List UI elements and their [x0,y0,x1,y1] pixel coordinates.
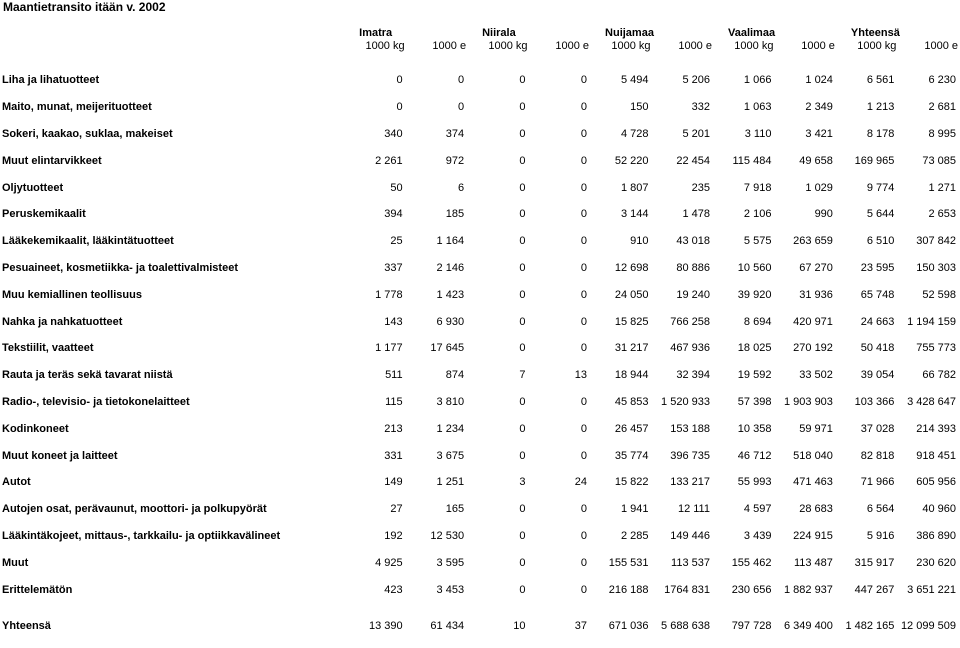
cell-kg: 39 054 [860,369,895,382]
cell-kg: 1 177 [375,342,403,355]
cell-kg: 13 390 [368,619,403,632]
cell-eur: 13 [574,369,588,382]
cell-eur: 605 956 [916,476,956,489]
cell-eur: 874 [445,369,465,382]
table-row [0,576,960,603]
cell-kg: 230 656 [731,583,772,596]
row-label: Maito, munat, meijerituotteet [2,101,152,114]
table-row [0,174,960,201]
cell-eur: 12 099 509 [900,619,956,632]
cell-kg: 3 144 [620,208,649,221]
cell-eur: 990 [814,208,833,221]
cell-kg: 4 597 [743,503,772,516]
cell-eur: 3 810 [436,395,465,408]
cell-eur: 6 930 [436,315,465,328]
cell-kg: 103 366 [854,395,895,408]
cell-eur: 374 [445,127,465,140]
cell-eur: 6 230 [928,74,956,87]
cell-kg: 8 694 [743,315,772,328]
cell-kg: 1 941 [620,503,649,516]
cell-kg: 115 [385,395,403,408]
cell-kg: 0 [519,235,526,248]
cell-kg: 27 [390,503,403,516]
group-header: Imatra [359,27,393,39]
cell-eur: 22 454 [676,154,710,167]
transit-table [0,27,960,639]
table-row [0,389,960,416]
cell-eur: 67 270 [799,261,833,274]
cell-kg: 511 [385,369,403,382]
cell-kg: 18 944 [614,369,649,382]
row-label: Muut elintarvikkeet [2,154,102,167]
page-title: Maantietransito itään v. 2002 [3,0,166,14]
cell-kg: 0 [519,503,526,516]
cell-eur: 3 651 221 [907,583,956,596]
cell-eur: 224 915 [793,529,833,542]
group-header: Yhteensä [850,27,900,39]
cell-eur: 0 [580,208,588,221]
table-row [0,147,960,174]
cell-kg: 15 822 [614,476,649,489]
cell-eur: 766 258 [670,315,710,328]
cell-kg: 0 [519,583,526,596]
cell-kg: 46 712 [737,449,772,462]
cell-eur: 12 530 [430,529,465,542]
table-row [0,228,960,255]
row-label: Yhteensä [2,619,51,632]
cell-kg: 24 663 [860,315,895,328]
row-label: Lääkekemikaalit, lääkintätuotteet [2,235,174,248]
cell-kg: 910 [630,235,649,248]
cell-eur: 0 [580,261,588,274]
cell-eur: 755 773 [916,342,956,355]
unit-header: 1000 kg [734,40,774,52]
cell-eur: 0 [580,101,588,114]
cell-kg: 0 [519,74,526,87]
cell-eur: 0 [580,342,588,355]
cell-eur: 235 [691,181,710,194]
cell-kg: 216 188 [608,583,649,596]
table-row [0,415,960,442]
cell-eur: 3 595 [436,556,465,569]
table-row [0,523,960,550]
cell-kg: 23 595 [860,261,895,274]
spacer-cell [0,53,960,67]
cell-kg: 9 774 [866,181,895,194]
unit-header: 1000 kg [611,40,651,52]
cell-kg: 1 213 [866,101,895,114]
cell-kg: 6 561 [866,74,895,87]
row-label: Nahka ja nahkatuotteet [2,315,123,328]
cell-kg: 1 482 165 [845,619,895,632]
table-row [0,94,960,121]
gap-cell [0,603,960,613]
cell-eur: 1 882 937 [783,583,833,596]
cell-eur: 0 [580,74,588,87]
cell-eur: 37 [574,619,588,632]
group-header-row [0,27,960,40]
table-row [0,469,960,496]
cell-kg: 3 439 [743,529,772,542]
table-row [0,335,960,362]
cell-eur: 1 234 [436,422,465,435]
cell-kg: 3 [519,476,526,489]
cell-kg: 150 [630,101,649,114]
cell-kg: 0 [519,556,526,569]
cell-eur: 0 [580,127,588,140]
cell-eur: 40 960 [922,503,956,516]
cell-eur: 0 [580,181,588,194]
cell-kg: 0 [519,208,526,221]
cell-eur: 0 [580,422,588,435]
cell-kg: 0 [519,181,526,194]
row-label: Radio-, televisio- ja tietokonelaitteet [2,395,190,408]
cell-kg: 155 462 [731,556,772,569]
cell-kg: 331 [384,449,403,462]
cell-eur: 3 675 [436,449,465,462]
unit-header: 1000 e [678,40,712,52]
cell-kg: 315 917 [854,556,895,569]
cell-kg: 50 418 [860,342,895,355]
cell-kg: 0 [519,449,526,462]
cell-kg: 423 [384,583,403,596]
row-label: Autot [2,476,31,489]
cell-kg: 0 [519,127,526,140]
cell-eur: 0 [457,101,465,114]
cell-kg: 45 853 [614,395,649,408]
cell-eur: 66 782 [922,369,956,382]
row-label: Kodinkoneet [2,422,69,435]
cell-kg: 0 [519,315,526,328]
unit-header: 1000 e [432,40,467,52]
cell-eur: 32 394 [676,369,710,382]
cell-eur: 73 085 [922,154,956,167]
cell-kg: 0 [519,395,526,408]
cell-eur: 0 [580,529,588,542]
cell-eur: 2 653 [928,208,956,221]
cell-kg: 2 261 [375,154,403,167]
row-label: Erittelemätön [2,583,73,596]
cell-eur: 1 903 903 [783,395,833,408]
cell-kg: 71 966 [860,476,895,489]
cell-kg: 149 [384,476,403,489]
cell-eur: 1764 831 [664,583,710,596]
cell-eur: 0 [580,449,588,462]
corner-cell [0,40,345,53]
cell-eur: 0 [580,315,588,328]
cell-kg: 337 [384,261,403,274]
cell-eur: 972 [445,154,465,167]
cell-eur: 0 [580,288,588,301]
cell-eur: 0 [580,583,588,596]
cell-eur: 59 971 [799,422,833,435]
cell-eur: 150 303 [916,261,956,274]
cell-kg: 4 728 [620,127,649,140]
cell-kg: 213 [384,422,403,435]
cell-eur: 0 [580,503,588,516]
cell-eur: 52 598 [922,288,956,301]
cell-kg: 50 [390,181,403,194]
cell-eur: 17 645 [430,342,465,355]
cell-kg: 19 592 [737,369,772,382]
cell-eur: 33 502 [799,369,833,382]
cell-kg: 192 [384,529,403,542]
cell-kg: 1 066 [743,74,772,87]
table-row [0,496,960,523]
group-header: Vaalimaa [727,27,776,39]
cell-eur: 61 434 [430,619,465,632]
cell-eur: 1 423 [436,288,465,301]
cell-eur: 113 537 [671,556,710,569]
cell-eur: 5 688 638 [661,619,710,632]
cell-eur: 420 971 [793,315,833,328]
cell-eur: 133 217 [670,476,710,489]
cell-kg: 52 220 [614,154,649,167]
cell-eur: 307 842 [916,235,956,248]
cell-kg: 10 [513,619,526,632]
cell-kg: 18 025 [737,342,772,355]
row-label: Muut [2,556,29,569]
cell-eur: 467 936 [670,342,710,355]
unit-header: 1000 kg [365,40,405,52]
cell-eur: 43 018 [676,235,710,248]
cell-kg: 0 [519,288,526,301]
cell-eur: 471 463 [793,476,833,489]
cell-kg: 143 [384,315,403,328]
cell-eur: 1 251 [436,476,465,489]
cell-eur: 0 [580,235,588,248]
cell-eur: 518 040 [793,449,833,462]
cell-eur: 6 349 400 [783,619,833,632]
cell-kg: 39 920 [737,288,772,301]
cell-eur: 165 [445,503,465,516]
row-label: Peruskemikaalit [2,208,86,221]
cell-eur: 0 [580,395,588,408]
cell-kg: 4 925 [375,556,403,569]
cell-eur: 6 [457,181,465,194]
header-spacer [0,53,960,67]
cell-kg: 6 510 [866,235,895,248]
cell-kg: 5 575 [743,235,772,248]
cell-kg: 55 993 [737,476,772,489]
cell-eur: 24 [574,476,588,489]
cell-eur: 386 890 [916,529,956,542]
cell-eur: 28 683 [799,503,833,516]
unit-header: 1000 kg [488,40,528,52]
cell-kg: 31 217 [614,342,649,355]
cell-eur: 1 271 [928,181,956,194]
cell-eur: 2 146 [436,261,465,274]
cell-kg: 10 358 [737,422,772,435]
cell-eur: 0 [580,556,588,569]
cell-eur: 3 421 [805,127,833,140]
cell-kg: 35 774 [614,449,649,462]
cell-kg: 57 398 [737,395,772,408]
cell-eur: 214 393 [916,422,956,435]
cell-kg: 8 178 [866,127,895,140]
cell-kg: 0 [396,101,403,114]
cell-kg: 115 484 [732,154,772,167]
cell-kg: 15 825 [614,315,649,328]
unit-header: 1000 kg [857,40,897,52]
unit-header: 1000 e [555,40,590,52]
cell-kg: 1 063 [743,101,772,114]
cell-kg: 0 [519,342,526,355]
cell-eur: 1 520 933 [661,395,710,408]
cell-kg: 7 918 [743,181,772,194]
cell-eur: 1 194 159 [907,315,956,328]
table-row [0,362,960,389]
cell-kg: 0 [519,529,526,542]
cell-kg: 155 531 [608,556,649,569]
row-label: Muu kemiallinen teollisuus [2,288,142,301]
total-gap [0,603,960,613]
table-body [0,53,960,639]
table-row [0,308,960,335]
cell-kg: 2 285 [620,529,649,542]
group-header: Nuijamaa [605,27,654,39]
cell-kg: 37 028 [860,422,895,435]
cell-eur: 918 451 [916,449,956,462]
cell-eur: 31 936 [799,288,833,301]
row-label: Autojen osat, perävaunut, moottori- ja polkupyörät [2,503,267,516]
row-label: Rauta ja teräs sekä tavarat niistä [2,369,173,382]
cell-kg: 0 [519,261,526,274]
unit-header-row [0,40,960,53]
total-row [0,613,960,639]
cell-eur: 80 886 [676,261,710,274]
cell-eur: 3 453 [436,583,465,596]
cell-kg: 1 807 [620,181,649,194]
cell-kg: 340 [384,127,403,140]
cell-kg: 25 [390,235,403,248]
cell-eur: 0 [457,74,465,87]
cell-kg: 5 494 [620,74,649,87]
cell-kg: 6 564 [866,503,895,516]
cell-kg: 7 [519,369,526,382]
corner-cell [0,27,345,40]
cell-eur: 2 681 [928,101,956,114]
cell-kg: 2 106 [743,208,772,221]
cell-kg: 5 644 [866,208,895,221]
cell-kg: 0 [519,422,526,435]
cell-eur: 230 620 [916,556,956,569]
row-label: Liha ja lihatuotteet [2,74,100,87]
cell-eur: 1 029 [805,181,833,194]
row-label: Pesuaineet, kosmetiikka- ja toalettivalmisteet [2,261,238,274]
table-row [0,201,960,228]
cell-kg: 0 [519,101,526,114]
cell-eur: 0 [580,154,588,167]
cell-eur: 396 735 [670,449,710,462]
cell-kg: 1 778 [375,288,403,301]
cell-eur: 185 [445,208,465,221]
cell-kg: 10 560 [737,261,772,274]
table-row [0,67,960,94]
cell-eur: 1 164 [436,235,465,248]
row-label: Lääkintäkojeet, mittaus-, tarkkailu- ja optiikkavälineet [2,529,281,542]
cell-eur: 1 478 [682,208,710,221]
cell-eur: 263 659 [793,235,833,248]
table-row [0,121,960,148]
cell-eur: 8 995 [928,127,956,140]
cell-eur: 5 201 [682,127,710,140]
table-row [0,255,960,282]
cell-kg: 65 748 [860,288,895,301]
cell-eur: 270 192 [793,342,833,355]
row-label: Muut koneet ja laitteet [2,449,118,462]
cell-kg: 3 110 [744,127,772,140]
cell-eur: 2 349 [805,101,833,114]
cell-kg: 5 916 [866,529,895,542]
cell-eur: 3 428 647 [907,395,956,408]
cell-kg: 24 050 [614,288,649,301]
cell-kg: 26 457 [614,422,649,435]
row-label: Oljytuotteet [2,181,64,194]
cell-kg: 82 818 [860,449,895,462]
cell-eur: 5 206 [682,74,710,87]
cell-kg: 797 728 [731,619,772,632]
row-label: Sokeri, kaakao, suklaa, makeiset [2,127,173,140]
cell-eur: 149 446 [670,529,710,542]
table-row [0,281,960,308]
cell-eur: 153 188 [670,422,710,435]
cell-kg: 12 698 [614,261,649,274]
cell-kg: 0 [396,74,403,87]
cell-kg: 671 036 [608,619,649,632]
unit-header: 1000 e [924,40,958,52]
group-header: Niirala [482,27,516,39]
cell-kg: 394 [384,208,403,221]
row-label: Tekstiilit, vaatteet [2,342,94,355]
cell-eur: 19 240 [676,288,710,301]
table-row [0,549,960,576]
cell-eur: 12 111 [677,503,710,516]
cell-eur: 332 [691,101,710,114]
cell-eur: 49 658 [799,154,833,167]
table-row [0,442,960,469]
cell-kg: 169 965 [854,154,895,167]
cell-kg: 0 [519,154,526,167]
cell-eur: 113 487 [793,556,833,569]
cell-eur: 1 024 [805,74,833,87]
unit-header: 1000 e [801,40,835,52]
cell-kg: 447 267 [854,583,895,596]
